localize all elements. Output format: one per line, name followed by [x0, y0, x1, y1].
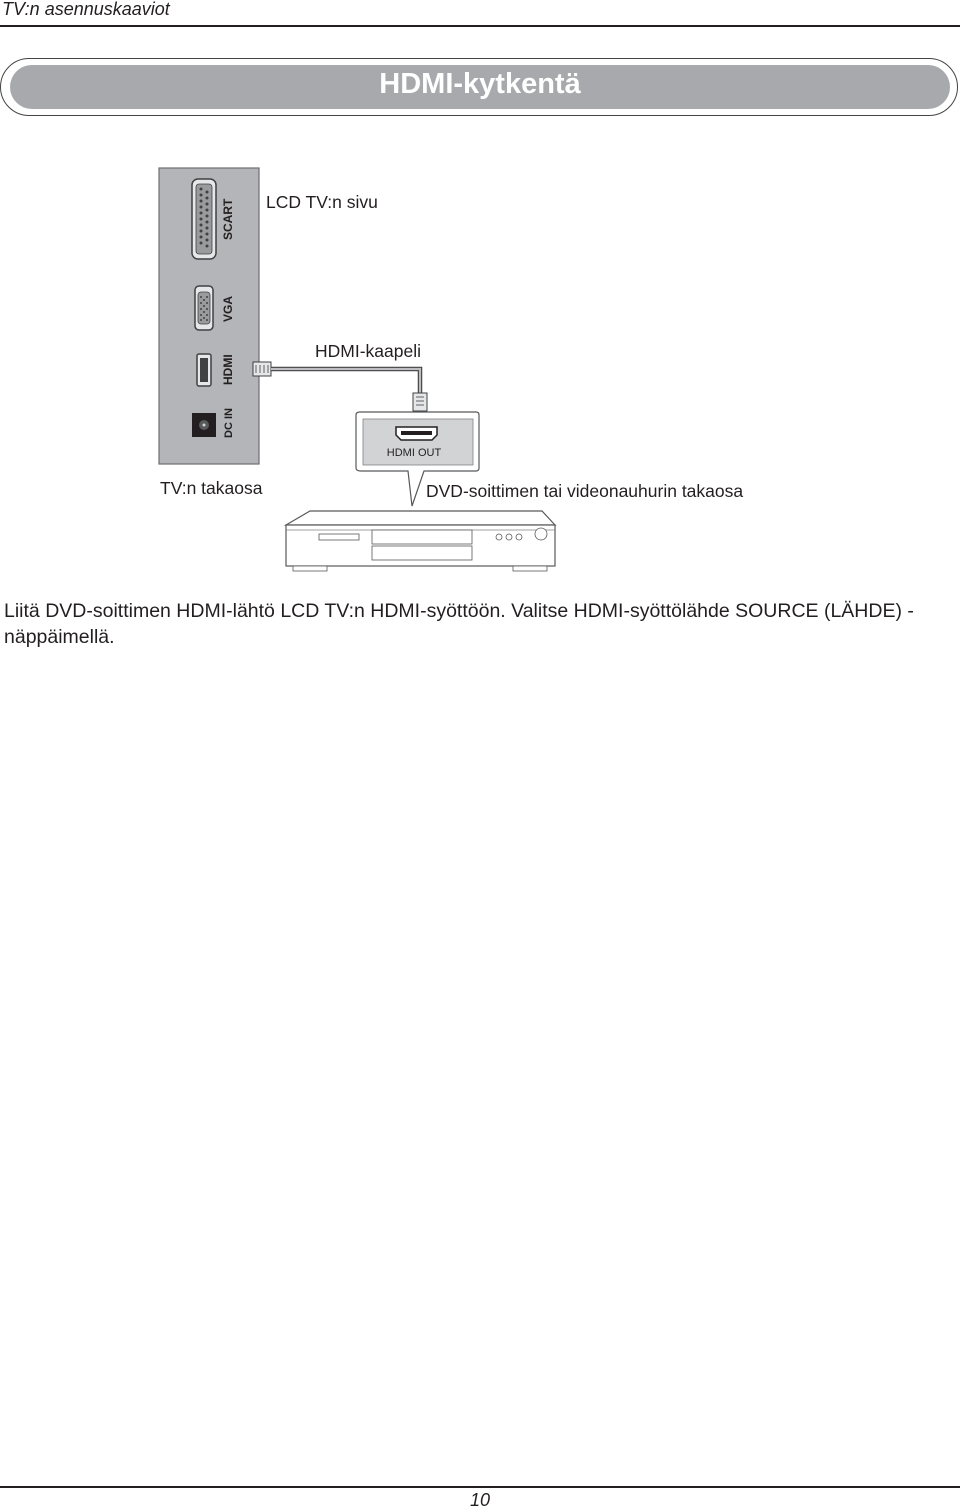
vga-port-icon	[195, 286, 213, 330]
dvd-player-icon	[286, 511, 555, 571]
dc-in-port-icon	[192, 413, 216, 437]
port-label-vga: VGA	[221, 295, 235, 322]
label-tv-back: TV:n takaosa	[160, 478, 263, 498]
instruction-text: Liitä DVD-soittimen HDMI-lähtö LCD TV:n HDMI-syöttöön. Valitse HDMI-syöttölähde SOURCE (LÄHDE) -näppäimellä.	[4, 600, 914, 648]
scart-port-icon	[192, 179, 216, 259]
tv-hdmi-port-icon	[197, 354, 211, 386]
label-dvd-back: DVD-soittimen tai videonauhurin takaosa	[426, 481, 744, 501]
label-lcd-side: LCD TV:n sivu	[266, 192, 378, 212]
connection-diagram	[0, 160, 960, 580]
section-title: HDMI-kytkentä	[379, 68, 581, 100]
footer-rule	[0, 1486, 960, 1488]
port-label-scart: SCART	[221, 198, 235, 240]
port-label-hdmi: HDMI	[221, 354, 235, 385]
hdmi-out-label: HDMI OUT	[386, 447, 442, 459]
page-header-title: TV:n asennuskaaviot	[2, 0, 170, 19]
hdmi-cable	[253, 362, 427, 411]
label-hdmi-cable: HDMI-kaapeli	[315, 341, 421, 361]
header-rule	[0, 25, 960, 27]
tv-side-panel	[159, 168, 259, 464]
port-label-dcin: DC IN	[223, 408, 235, 438]
page-number: 10	[469, 1490, 491, 1510]
